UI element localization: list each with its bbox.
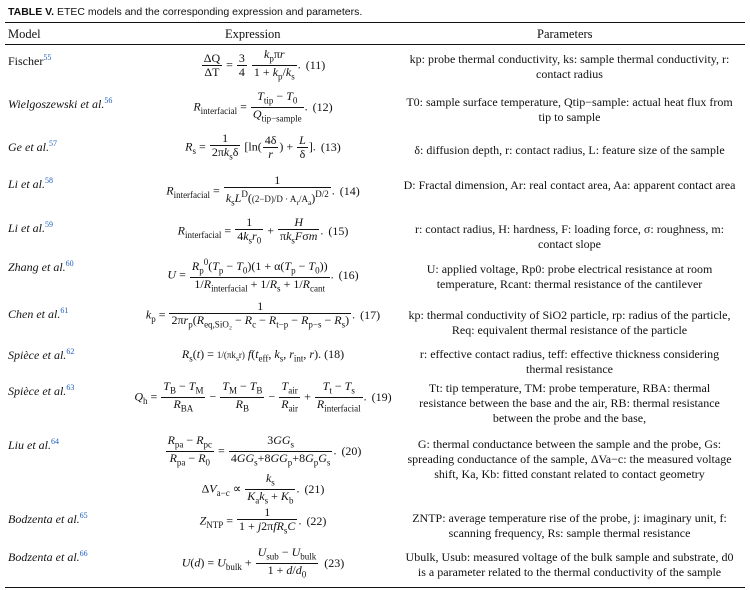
expression-cell: $U(d) = U_{bulk}$ + $U_{sub} - U_{bulk}$ $1 + d/d_0$ (23) [181,545,345,580]
header-model: Model [8,27,41,41]
expression-cell: $R_{interfacial}$ = 1 $k_sL^D((2-D)/D \cdot A_r/A_a)^{D/2}$ . (14) [166,173,360,208]
table-row [0,344,750,378]
table-row [0,506,750,544]
top-rule [5,22,745,23]
table-caption: TABLE V. ETEC models and the corresponding expression and parameters. [8,6,363,18]
expression-cell: $\frac{\Delta Q}{\Delta T}$ = $\frac{3}{4}$ $k_p\pi r$ $1 + k_p/k_s$ . (11) [203,47,326,82]
parameters-cell: U: applied voltage, Rp0: probe electrical resistance at room temperature, Rcant: thermal resistance of the cantilever [426,262,713,291]
expression-cell: U = $R_p^0(T_p - T_0)(1 + \alpha(T_p - T_0))$ $1/R_{interfacial} + 1/R_s + 1/R_{cant}$ . (16) [167,257,359,294]
table-row [0,48,750,86]
model-cell: Bodzenta et al.$^{65}$ [8,511,88,526]
table-row [0,378,750,430]
expression-cell: $R_{interfacial}$ = 1 $4k_sr_0$ + H $\pi k_sF\sigma m$ . (15) [177,215,349,246]
model-cell: Bodzenta et al.$^{66}$ [8,549,88,564]
model-cell: Zhang et al.$^{60}$ [8,259,74,274]
parameters-cell: r: contact radius, H: hardness, F: loading force, σ: roughness, m: contact slope [414,222,725,251]
table-row [0,90,750,128]
parameters-cell: δ: diffusion depth, r: contact radius, L: feature size of the sample [414,143,725,157]
parameters-cell: r: effective contact radius, teff: effective thickness considering thermal resistance [419,347,720,376]
model-cell: Chen et al.$^{61}$ [8,306,69,321]
model-cell: Li et al.$^{58}$ [8,176,54,191]
bottom-rule [5,587,745,588]
header-parameters: Parameters [537,27,593,41]
table-row [0,256,750,304]
expression-cell: $R_s(t) = 1/(\pi k_sr)$ $f(t_{eff}$, $k_s$, $r_{int}$, r). (18) [181,347,345,364]
table-row [0,132,750,170]
model-cell: Fischer$^{55}$ [8,53,52,68]
header-rule [5,44,745,45]
parameters-cell: kp: thermal conductivity of SiO2 particle, rp: radius of the particle, Req: equivalent thermal resistance of the particle [408,308,731,337]
expression-cell: $R_s$ = 1 $2\pi k_s\delta$ [ln( $\frac{4\delta}{r}$ ) + $\frac{L}{\delta}$ ]. (13) [185,131,341,162]
expression-cell: $R_{pa} - R_{pc}$ $R_{pa} - R_0$ = $3GG_s$ $4GG_s+8GG_p+8G_pG_s$ . (20) $\Delta V_{a-c}$ ∝ $k_s$ $K_ak_s + K_b$ . (21) [167,433,362,506]
table-row [0,433,750,506]
parameters-cell: G: thermal conductance between the sample and the probe, Gs: spreading conductance of the sample, ΔVa−c: the measured voltage shift, Ka, Kb: fitted constant related to contact geometry [407,437,732,481]
table-row [0,216,750,256]
parameters-cell: ZNTP: average temperature rise of the probe, j: imaginary unit, f: scanning frequency, Rs: sample thermal resistance [412,511,727,540]
model-cell: Wielgoszewski et al.$^{56}$ [8,96,113,111]
model-cell: Spièce et al.$^{63}$ [8,383,75,398]
table-row [0,546,750,586]
header-expression: Expression [225,27,281,41]
parameters-cell: D: Fractal dimension, Ar: real contact area, Aa: apparent contact area [403,178,736,192]
parameters-cell: T0: sample surface temperature, Qtip−sample: actual heat flux from tip to sample [406,95,733,124]
expression-cell: $Q_h$ = $T_B - T_M$ $R_{BA}$ − $\frac{T_M - T_B}{R_B}$ − $T_{air}$ $R_{air}$ + $T_t - T_s$ $R_{interfacial}$ . (19) [134,379,392,414]
model-cell: Liu et al.$^{64}$ [8,437,60,452]
parameters-cell: Ubulk, Usub: measured voltage of the bulk sample and substrate, d0 is a parameter related to the thermal conductivity of the sample [405,550,734,579]
expression-cell: $R_{interfacial}$ = $T_{tip} - T_0$ $Q_{tip-sample}$ . (12) [193,89,333,124]
parameters-cell: Tt: tip temperature, TM: probe temperature, RBA: thermal resistance between the base and the air, RB: thermal resistance between the probe and the base, [419,381,720,425]
expression-cell: $k_p$ = 1 $2\pi r_p(R_{eq,SiO_2} - R_c - R_{t-p} - R_{p-s} - R_s)$ . (17) [145,299,381,330]
expression-cell: $Z_{NTP}$ = 1 1 + j2πfR$_s$C . (22) [199,505,327,536]
model-cell: Spièce et al.$^{62}$ [8,347,75,362]
model-cell: Li et al.$^{59}$ [8,220,54,235]
model-cell: Ge et al.$^{57}$ [8,139,57,154]
parameters-cell: kp: probe thermal conductivity, ks: sample thermal conductivity, r: contact radius [409,52,730,81]
table-row [0,300,750,344]
table-row [0,174,750,214]
